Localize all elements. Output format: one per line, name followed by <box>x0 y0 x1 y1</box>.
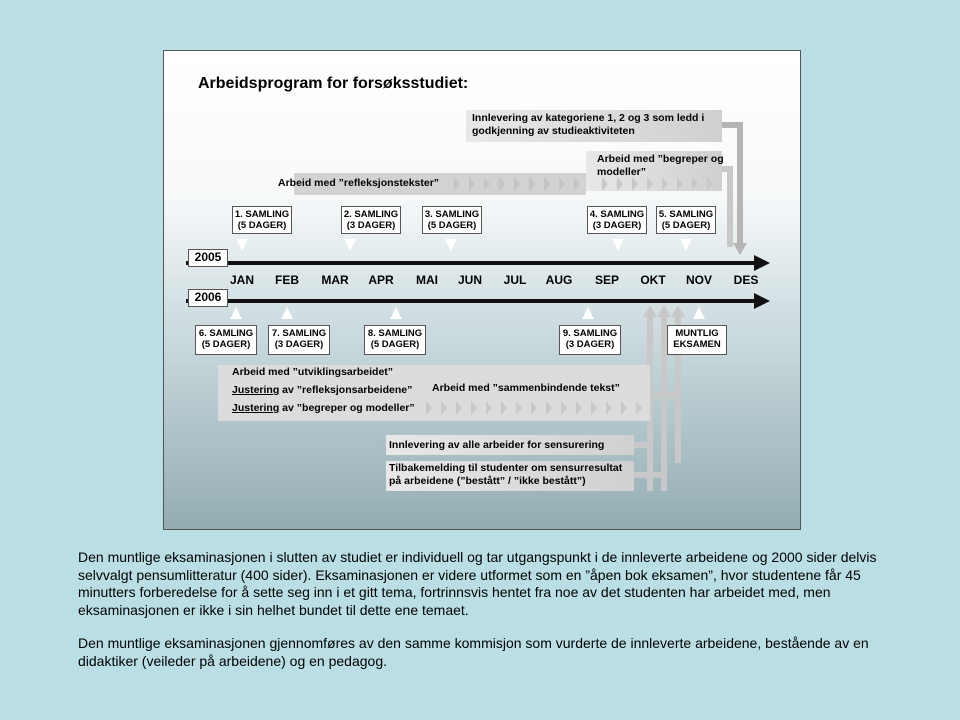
marker-down <box>236 239 248 251</box>
month-mar: MAR <box>321 273 349 287</box>
label-justering-refleksjon <box>232 384 412 397</box>
month-okt: OKT <box>640 273 666 287</box>
samling-label: 3. SAMLING <box>424 209 480 220</box>
label-line: Tilbakemelding til studenter om sensurresultat <box>389 462 623 474</box>
month-jan: JAN <box>229 273 254 287</box>
samling-label: 4. SAMLING <box>589 209 645 220</box>
arrow-begreper <box>722 169 730 247</box>
paragraph-2: Den muntlige eksaminasjonen gjennomføres av den samme kommisjon som vurderte de innleverte arbeidene, bestående av en didaktiker (veileder på arbeidene) og en pedagog. <box>78 635 869 669</box>
year-2005: 2005 <box>188 249 228 267</box>
year-2006: 2006 <box>188 289 228 307</box>
month-aug: AUG <box>545 273 573 287</box>
samling-label: 5. SAMLING <box>658 209 714 220</box>
label-line: på arbeidene (”bestått” / ”ikke bestått”) <box>389 475 586 487</box>
samling-days: (3 DAGER) <box>592 220 642 231</box>
samling-3 <box>422 206 482 234</box>
samling-days: (3 DAGER) <box>274 339 324 350</box>
marker-down <box>344 239 356 251</box>
label-begreper <box>597 153 724 179</box>
samling-2 <box>341 206 401 234</box>
month-jul: JUL <box>503 273 527 287</box>
samling-6 <box>195 325 257 355</box>
samling-days: (3 DAGER) <box>346 220 396 231</box>
marker-down <box>680 239 692 251</box>
samling-1 <box>232 206 292 234</box>
label-part: av ”refleksjonsarbeidene” <box>279 384 413 396</box>
samling-9 <box>559 325 621 355</box>
samling-days: (3 DAGER) <box>565 339 615 350</box>
marker-up <box>582 307 594 319</box>
label-justering-begreper <box>232 402 415 415</box>
marker-up <box>281 307 293 319</box>
label-innlevering-kat <box>472 112 704 138</box>
label-part: Justering <box>232 384 280 396</box>
label-line: Innlevering av kategoriene 1, 2 og 3 som ledd i <box>472 112 705 124</box>
samling-label: 2. SAMLING <box>343 209 399 220</box>
samling-days: (5 DAGER) <box>237 220 287 231</box>
diagram-frame <box>163 50 801 530</box>
month-feb: FEB <box>275 273 299 287</box>
samling-label: 1. SAMLING <box>234 209 290 220</box>
month-mai: MAI <box>416 273 438 287</box>
samling-label: 6. SAMLING <box>198 328 254 339</box>
paragraph-1: Den muntlige eksaminasjonen i slutten av studiet er individuell og tar utgangspunkt i de innleverte arbeidene og 2000 sider delvis selvvalgt pensumlitteratur (400 sider). Eksaminasjonen er videre utformet som en ”åpen bok eksamen”, hvor studentene får 45 minutters forberedelse for å sette seg inn i et gitt tema, fortrinnsvis hentet fra noe av det studenten har arbeidet med, men eksaminasjonen er ikke i sin helhet bundet til dette ene temaet. <box>78 549 877 618</box>
samling-days: (5 DAGER) <box>427 220 477 231</box>
samling-days: (5 DAGER) <box>661 220 711 231</box>
samling-label: 8. SAMLING <box>367 328 423 339</box>
marker-up <box>693 307 705 319</box>
label-innlevering-alle: Innlevering av alle arbeider for sensurering <box>389 439 605 451</box>
month-sep: SEP <box>594 273 619 287</box>
marker-up <box>230 307 242 319</box>
month-nov: NOV <box>685 273 712 287</box>
marker-up <box>390 307 402 319</box>
samling-label: 7. SAMLING <box>271 328 327 339</box>
label-utvikling: Arbeid med ”utviklingsarbeidet” <box>232 366 394 378</box>
samling-days: (5 DAGER) <box>201 339 251 350</box>
muntlig-eksamen <box>667 325 727 355</box>
samling-7 <box>268 325 330 355</box>
diagram-title: Arbeidsprogram for forsøksstudiet: <box>198 75 469 92</box>
month-jun: JUN <box>457 273 482 287</box>
exam-label: MUNTLIG <box>675 328 719 339</box>
label-refleksjon: Arbeid med ”refleksjonstekster” <box>278 177 440 189</box>
label-line: modeller” <box>597 166 647 178</box>
label-line: godkjenning av studieaktiviteten <box>472 125 635 137</box>
month-apr: APR <box>368 273 394 287</box>
label-part: av ”begreper og modeller” <box>279 402 415 414</box>
samling-label: 9. SAMLING <box>562 328 618 339</box>
samling-4 <box>587 206 647 234</box>
label-part: Justering <box>232 402 280 414</box>
marker-down <box>445 239 457 251</box>
label-sammenbindende: Arbeid med ”sammenbindende tekst” <box>432 382 620 394</box>
marker-down <box>612 239 624 251</box>
samling-8 <box>364 325 426 355</box>
samling-5 <box>656 206 716 234</box>
label-line: Arbeid med ”begreper og <box>597 153 724 165</box>
samling-days: (5 DAGER) <box>370 339 420 350</box>
month-des: DES <box>733 273 759 287</box>
exam-label: EKSAMEN <box>673 339 721 350</box>
label-tilbakemelding <box>389 462 622 488</box>
